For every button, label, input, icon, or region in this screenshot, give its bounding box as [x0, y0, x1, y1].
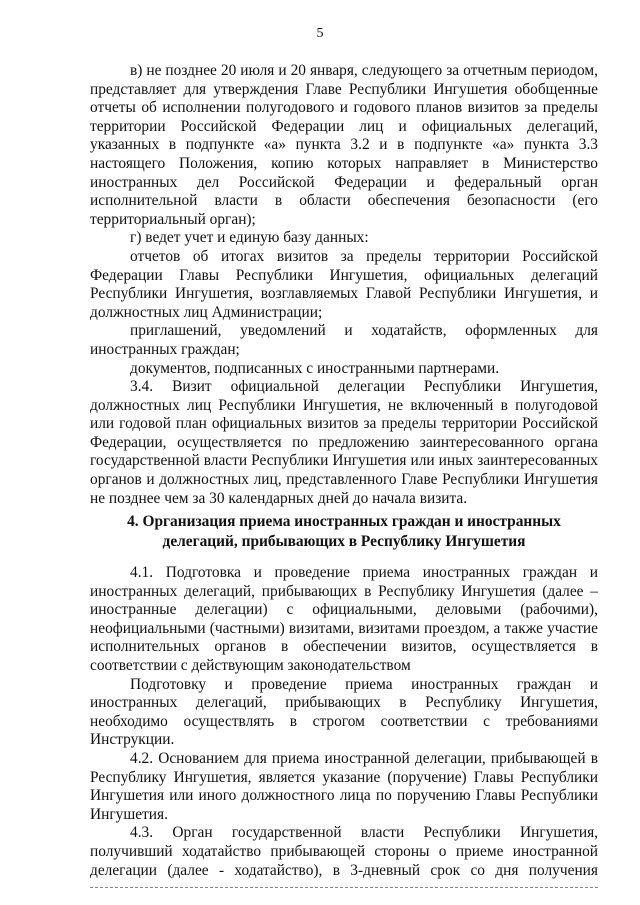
paragraph-4-1-second: Подготовку и проведение приема иностранных граждан и иностранных делегаций, прибывающих в Республику Ингушетия, необходимо осуществлять в строгом соответствии с требованиями Инструкции. [90, 675, 598, 749]
paragraph-3-3-g: г) ведет учет и единую базу данных: [130, 229, 369, 247]
section-4-heading: 4. Организация приема иностранных граждан и иностранных делегаций, прибывающих в Республику Ингушетия [127, 513, 561, 550]
paragraph-4-3: 4.3. Орган государственной власти Республики Ингушетия, получивший ходатайство прибывающей стороны о приеме иностранной делегации (далее - ходатайство), в 3-дневный срок со дня получения [90, 824, 598, 879]
paragraph-4-2: 4.2. Основанием для приема иностранной делегации, прибывающей в Республику Ингушетия, является указание (поручение) Главы Республики Ингушетия или иного должностного лица по поручению Главы Республики Ингушетия. [90, 749, 598, 823]
section-4-body [90, 564, 598, 880]
paragraph-4-1: 4.1. Подготовка и проведение приема иностранных граждан и иностранных делегаций, прибывающих в Республику Ингушетия (далее – иностранные делегации) с официальными, деловыми (рабочими), неофициальными (частными) визитами, визитами проездом, а также участие исполнительных органов в обеспечении визитов, осуществляется в соответствии с действующим законодательством [90, 564, 598, 674]
section-3-continuation [90, 62, 598, 508]
paragraph-3-4: 3.4. Визит официальной делегации Республики Ингушетия, должностных лиц Республики Ингушетия, не включенный в полугодовой или годовой план официальных визитов за пределы территории Российской Федерации, осуществляется по предложению заинтересованного органа государственной власти Республики Ингушетия или иных заинтересованных органов и должностных лиц, представленного Главе Республики Ингушетия не позднее чем за 30 календарных дней до начала визита. [90, 378, 598, 507]
page-number: 5 [316, 26, 324, 41]
scan-artifact-line [90, 887, 598, 888]
paragraph-documents: документов, подписанных с иностранными партнерами. [130, 359, 500, 377]
paragraph-invitations: приглашений, уведомлений и ходатайств, оформленных для иностранных граждан; [90, 322, 598, 358]
paragraph-3-3-v: в) не позднее 20 июля и 20 января, следующего за отчетным периодом, представляет для утверждения Главе Республики Ингушетия обобщенные отчеты об исполнении полугодового и годового планов визитов за пределы территории Российской Федерации лиц и официальных делегаций, указанных в подпункте «а» пункта 3.2 и в подпункте «а» пункта 3.3 настоящего Положения, копию которых направляет в Министерство иностранных дел Российской Федерации и федеральный орган исполнительной власти в области обеспечения безопасности (его территориальный орган); [90, 62, 598, 228]
paragraph-reports: отчетов об итогах визитов за пределы территории Российской Федерации Главы Республики Ингушетия, официальных делегаций Республики Ингушетия, возглавляемых Главой Республики Ингушетия, и должностных лиц Администрации; [90, 247, 598, 321]
